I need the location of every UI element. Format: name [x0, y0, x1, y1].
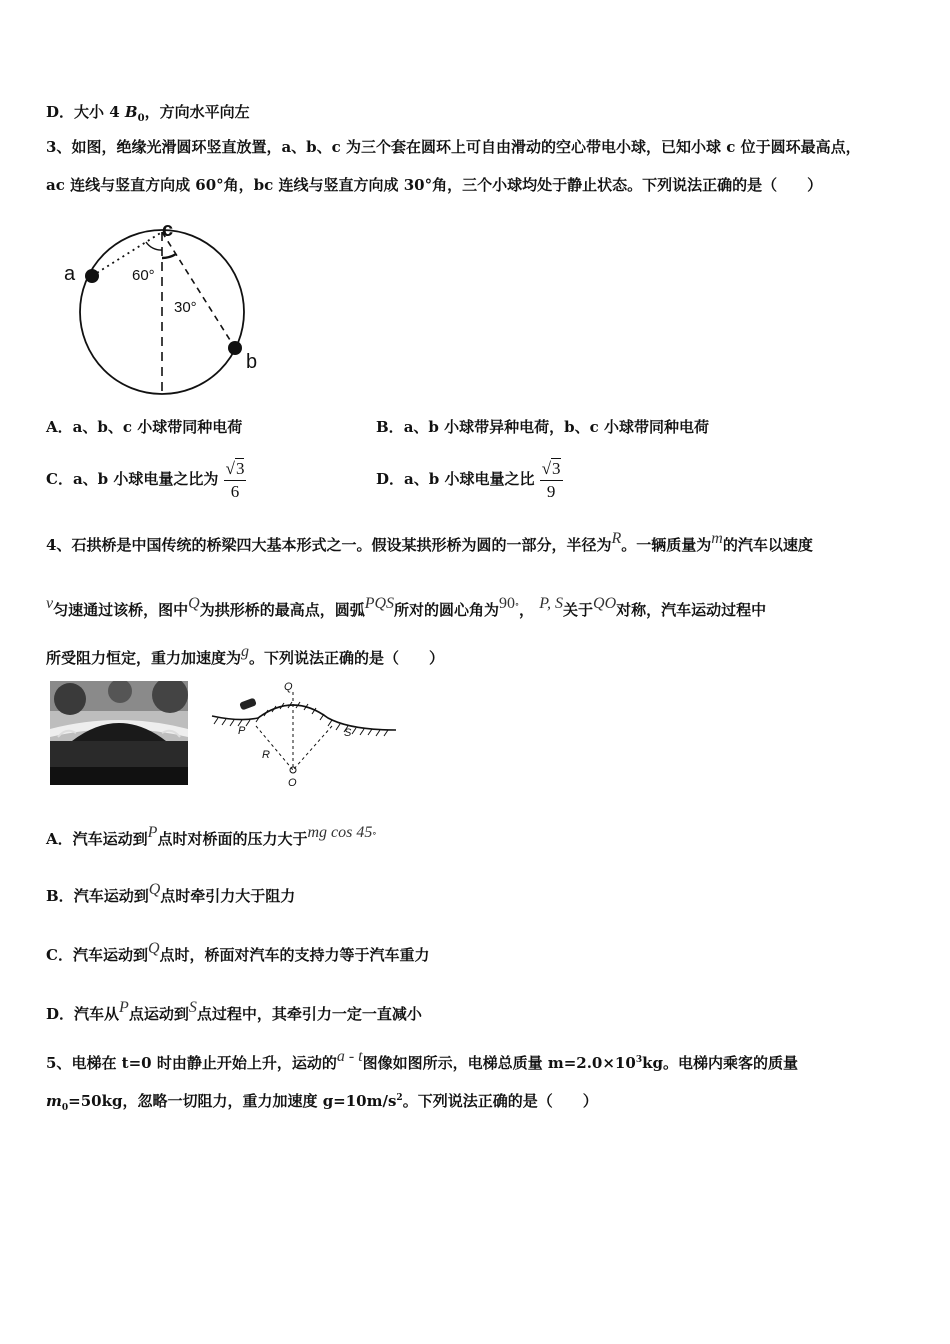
question-number: 3、	[46, 138, 72, 156]
question-number: 4、	[46, 536, 72, 554]
question-text: 所对的圆心角为	[394, 601, 500, 619]
label-o: O	[288, 777, 297, 789]
option-text: a、b、c 小球带同种电荷	[72, 418, 243, 436]
option-text: 汽车从	[74, 1005, 120, 1023]
option-label: B．	[376, 418, 404, 436]
symbol-p: P	[147, 824, 158, 841]
car-icon	[239, 698, 257, 711]
label-a: a	[64, 263, 76, 285]
symbol-q: Q	[147, 940, 160, 957]
stone-bridge-photo	[50, 681, 188, 785]
denominator: 9	[546, 481, 556, 501]
question-text: 。下列说法正确的是（ ）	[249, 649, 445, 667]
po-line	[256, 726, 293, 770]
fraction: $\frac{√3}{9}$	[541, 458, 561, 501]
q4-line2: v匀速通过该桥，图中Q为拱形桥的最高点，圆弧PQS所对的圆心角为90°， P, S关于QO对称，汽车运动过程中	[46, 595, 767, 619]
q3-option-b	[376, 417, 709, 437]
bc-line	[162, 232, 235, 348]
option-label: B．	[46, 887, 74, 905]
symbol-s: S	[188, 999, 197, 1016]
q3-option-d	[376, 455, 563, 503]
label-p: P	[238, 725, 246, 737]
radicand: 3	[235, 458, 245, 478]
superscript: 2	[396, 1093, 403, 1103]
option-label: A．	[46, 418, 73, 436]
option-label: C．	[46, 946, 73, 964]
label-c: c	[162, 219, 174, 241]
question-text: 。下列说法正确的是（ ）	[402, 1092, 598, 1110]
symbol-v: v	[46, 595, 54, 612]
option-text: 点时对桥面的压力大于	[157, 830, 308, 848]
subscript: 0	[61, 1103, 69, 1113]
question-text: 电梯在 t=0 时由静止开始上升，运动的	[71, 1054, 337, 1072]
question-text: ，	[519, 601, 535, 619]
option-text: 汽车运动到	[72, 830, 148, 848]
option-label: D．	[376, 470, 405, 488]
label-b: b	[246, 351, 258, 373]
ball-a	[85, 269, 99, 283]
question-text: 的汽车以速度	[722, 536, 813, 554]
q4-option-d	[46, 999, 422, 1025]
question-text: 关于	[563, 601, 594, 619]
symbol-p: P	[119, 999, 129, 1016]
q3-option-a	[46, 417, 242, 437]
question-text: 图像如图所示，电梯总质量 m=2.0×10	[362, 1054, 636, 1072]
option-text: 点时，桥面对汽车的支持力等于汽车重力	[159, 946, 430, 964]
question-text: 石拱桥是中国传统的桥梁四大基本形式之一。假设某拱形桥为圆的一部分，半径为	[71, 536, 612, 554]
ball-b	[228, 341, 242, 355]
option-text: 大小 4	[74, 103, 120, 121]
option-label: D．	[46, 103, 75, 121]
q4-line3	[46, 643, 445, 669]
q4-option-a: A．汽车运动到P点时对桥面的压力大于mg cos 45°	[46, 824, 377, 848]
prev-option-d	[46, 102, 250, 129]
symbol-g: g	[241, 643, 250, 660]
so-line	[293, 726, 332, 770]
question-text: 对称，汽车运动过程中	[616, 601, 767, 619]
label-q: Q	[284, 681, 293, 693]
question-text: 如图，绝缘光滑圆环竖直放置，a、b、c 为三个套在圆环上可自由滑动的空心带电小球，已知小球 c 位于圆环最高点，	[71, 138, 861, 156]
symbol-ps: P, S	[539, 595, 564, 612]
question-text: 所受阻力恒定，重力加速度为	[46, 649, 242, 667]
superscript: 3	[635, 1055, 643, 1065]
question-number: 5、	[46, 1054, 72, 1072]
subscript: 0	[137, 113, 145, 124]
radicand: 3	[552, 458, 561, 478]
question-text: 匀速通过该桥，图中	[53, 601, 189, 619]
option-label: A．	[46, 830, 73, 848]
option-label: C．	[46, 470, 73, 488]
expr-mgcos45: mg cos 45	[307, 824, 373, 841]
expr-a-t: a - t	[336, 1048, 363, 1065]
option-text: 点时牵引力大于阻力	[160, 887, 296, 905]
label-s: S	[344, 727, 352, 739]
angle-arc-30	[162, 254, 176, 258]
question-text: ac 连线与竖直方向成 60°角，bc 连线与竖直方向成 30°角，三个小球均处于静止状态。下列说法正确的是（ ）	[46, 176, 823, 194]
option-text: a、b 小球电量之比	[404, 470, 535, 488]
q4-option-b	[46, 881, 296, 907]
question-text: 为拱形桥的最高点，圆弧	[199, 601, 365, 619]
q3-option-c	[46, 455, 246, 503]
symbol-m: m	[711, 530, 723, 547]
option-text: 点运动到	[128, 1005, 189, 1023]
symbol-b: B	[124, 103, 138, 121]
symbol-pqs: PQS	[364, 595, 395, 612]
angle-arc-60	[146, 242, 162, 250]
symbol-qo: QO	[593, 595, 617, 612]
option-text: a、b 小球带异种电荷，b、c 小球带同种电荷	[403, 418, 709, 436]
q4-option-c	[46, 940, 430, 966]
option-text: ，方向水平向左	[144, 103, 250, 121]
label-60: 60°	[132, 267, 155, 284]
option-text: 汽车运动到	[72, 946, 148, 964]
question-text: kg。电梯内乘客的质量	[642, 1054, 798, 1072]
question-text: 。一辆质量为	[621, 536, 712, 554]
arch-bridge-diagram	[210, 678, 400, 790]
option-text: 点过程中，其牵引力一定一直减小	[196, 1005, 422, 1023]
label-r: R	[262, 749, 270, 761]
denominator: 6	[230, 481, 240, 501]
symbol-r: R	[611, 530, 622, 547]
option-text: a、b 小球电量之比为	[72, 470, 219, 488]
option-text: 汽车运动到	[73, 887, 149, 905]
symbol-q: Q	[148, 881, 161, 898]
q5-line1	[46, 1050, 798, 1074]
symbol-m0: m	[46, 1092, 62, 1110]
symbol-q: Q	[188, 595, 200, 612]
question-text: =50kg，忽略一切阻力，重力加速度 g=10m/s	[68, 1092, 397, 1110]
q3-line2	[46, 175, 822, 195]
label-30: 30°	[174, 299, 197, 316]
fraction: $\frac{√3}{6}$	[225, 458, 245, 501]
q5-line2	[46, 1088, 598, 1118]
q4-line1	[46, 530, 813, 556]
q3-line1	[46, 137, 861, 157]
q3-ring-figure	[60, 218, 270, 398]
value-90: 90	[499, 595, 516, 612]
option-label: D．	[46, 1005, 75, 1023]
